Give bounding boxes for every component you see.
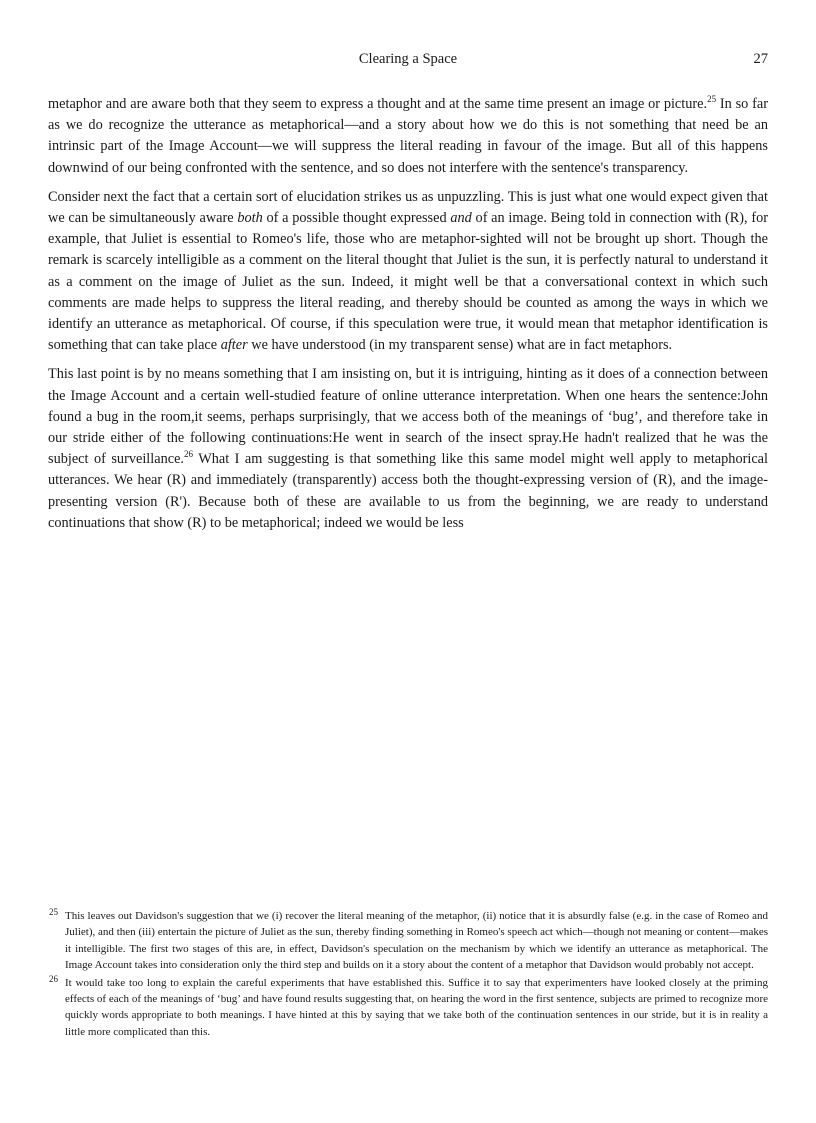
paragraph-1-text: metaphor and are aware both that they seem to express a thought and at the same time present an image or picture. — [48, 96, 708, 112]
footnote-ref-26[interactable]: 26 — [184, 449, 194, 460]
footnote-mark: 26 — [49, 973, 58, 984]
footnote-25 — [48, 908, 768, 974]
paragraph-2-text-d: we have understood (in my transparent sense) what are in fact metaphors. — [247, 337, 673, 354]
emphasis-after: after — [220, 337, 248, 354]
paragraph-3-text: This last point is by no means something that I am insisting on, but it is intriguing, hinting as it does of a connection between the Image Account and a certain well-studied feature of online utterance interpretation. When one hears the sentence:John found a bug in the room,it seems, perhaps surprisingly, that we access both of the meanings of ‘bug’, and therefore take in our stride either of the following continuations:He went in search of the insect spray.He hadn't realized that he was the subject of surveillance. — [48, 366, 768, 468]
footnote-ref-25[interactable]: 25 — [707, 94, 717, 105]
paragraph-3 — [48, 364, 768, 534]
paragraph-2-text-b: of a possible thought expressed — [262, 210, 451, 227]
paragraph-2-text-c: of an image. Being told in connection with (R), for example, that Juliet is essential to Romeo's life, those who are metaphor-sighted will not be brought up short. Though the remark is scarcely intelligible as a comment on the literal thought that Juliet is the sun, it is perfectly natural to understand it as a comment on the image of Juliet as the sun. Indeed, it might well be that a conversational context in which such comments are made helps to suppress the literal reading, and thereby should be counted as among the ways in which we identify an utterance as metaphorical. Of course, if this speculation were true, it would mean that metaphor identification is something that can take place — [48, 210, 768, 354]
body-text — [48, 94, 768, 542]
paragraph-1-text-cont: In so far as we do recognize the utterance as metaphorical—and a story about how we do this is not something that need be an intrinsic part of the Image Account—we will suppress the literal reading in favour of the image. But all of this happens downwind of our being confronted with the sentence, and so does not interfere with the sentence's transparency. — [48, 96, 768, 176]
running-title: Clearing a Space — [358, 51, 458, 67]
paragraph-1 — [48, 94, 768, 179]
emphasis-both: both — [237, 210, 263, 227]
footnote-text: It would take too long to explain the careful experiments that have established this. Suffice it to say that experimenters have looked closely at the priming effects of each of the meanings of ‘bug’ and have found results suggesting that, on hearing the word in the first sentence, subjects are primed to recognize more quickly words appropriate to both meanings. I have hinted at this by saying that we take both of the continuation sentences in our stride, but it is in reality a little more complicated than this. — [65, 976, 768, 1038]
running-header — [48, 51, 768, 71]
footnote-mark: 25 — [49, 907, 58, 917]
paragraph-2-text: Consider next the fact that a certain sort of elucidation strikes us as unpuzzling. This is just what one would expect given that we can be simultaneously aware — [48, 188, 768, 227]
paragraph-3-text-cont: What I am suggesting is that something like this same model might well apply to metaphorical utterances. We hear (R) and immediately (transparently) access both the thought-expressing version of (R), and the image-presenting version (R'). Because both of these are available to us from the beginning, we are ready to understand continuations that show (R) to be metaphorical; indeed we would be less — [48, 451, 768, 531]
page-number: 27 — [753, 51, 768, 67]
footnotes — [48, 908, 768, 1041]
paragraph-2 — [48, 187, 768, 357]
emphasis-and: and — [450, 210, 472, 227]
footnote-26 — [48, 975, 768, 1041]
footnote-text: This leaves out Davidson's suggestion that we (i) recover the literal meaning of the metaphor, (ii) notice that it is absurdly false (e.g. in the case of Romeo and Juliet), and then (iii) entertain the picture of Juliet as the sun, thereby finding something in Romeo's speech act which—though not meaning or content—makes it intelligible. The first two stages of this are, in effect, Davidson's speculation on the mechanism by which we identify an utterance as metaphorical. The Image Account takes into consideration only the third step and builds on it a story about the content of a metaphor that Davidson would probably not accept. — [65, 910, 768, 972]
